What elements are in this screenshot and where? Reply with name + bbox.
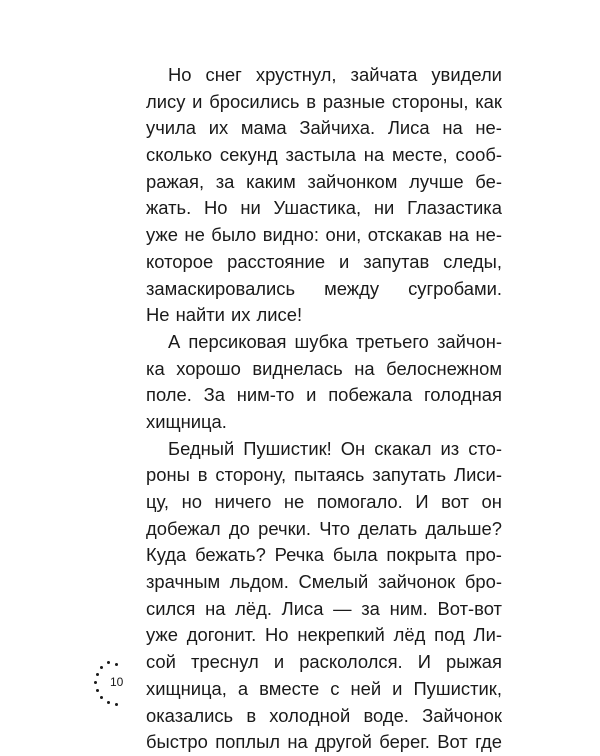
word: Ушастика,	[273, 197, 362, 219]
word: роны	[146, 464, 190, 486]
word: раскололся.	[299, 651, 403, 673]
paragraph-3	[146, 436, 502, 756]
text-line	[146, 89, 502, 116]
word: а	[237, 677, 249, 699]
text-line	[146, 169, 502, 196]
ornament-dot	[115, 703, 118, 706]
word: Ли-	[473, 624, 502, 646]
word: Не	[146, 304, 170, 326]
word: делать	[358, 517, 418, 539]
word: хищница.	[146, 410, 227, 432]
text-line	[146, 676, 502, 703]
word: замаскировались	[146, 277, 296, 299]
word: запутав	[363, 250, 430, 272]
word: лучше	[409, 170, 464, 192]
word: и	[306, 384, 317, 406]
word: хорошо	[176, 357, 241, 379]
word: быстро	[146, 731, 208, 753]
word: и	[192, 90, 203, 112]
word: но	[181, 491, 202, 512]
ornament-dot	[96, 689, 99, 692]
word: А	[168, 330, 181, 352]
word: где	[475, 731, 502, 753]
word: и	[273, 651, 285, 673]
text-line	[146, 115, 502, 142]
word: на	[354, 357, 375, 379]
word: и	[392, 677, 403, 699]
ornament-dot	[96, 673, 99, 676]
word: Зайчонок	[422, 704, 502, 726]
word: между	[324, 277, 380, 299]
text-line	[146, 142, 502, 169]
ornament-dot	[100, 666, 103, 669]
word: в	[246, 704, 257, 726]
word: лёд.	[235, 597, 272, 619]
word: воде.	[363, 704, 409, 726]
word: цу,	[146, 491, 169, 512]
word: Куда	[146, 544, 187, 566]
word: виднелась	[252, 357, 343, 379]
word: белоснежном	[386, 357, 502, 379]
word: найти	[175, 304, 225, 326]
word: застыла	[285, 144, 356, 166]
text-line	[146, 276, 502, 303]
word: в	[197, 464, 208, 486]
word: оказались	[146, 704, 234, 726]
word: Бедный	[168, 437, 235, 459]
word: за	[215, 170, 235, 192]
word: скакал	[374, 437, 432, 459]
word: до	[228, 517, 250, 539]
word: стороны,	[391, 90, 469, 112]
word: не	[283, 491, 305, 512]
word: И	[415, 491, 429, 512]
word: ка	[146, 357, 165, 379]
word: —	[333, 597, 352, 619]
word: сой	[146, 651, 176, 673]
word: Вот	[437, 731, 468, 753]
word: И	[417, 651, 431, 673]
word: было	[211, 224, 257, 246]
word: каким	[246, 170, 296, 192]
word: месте,	[392, 144, 448, 166]
ornament-dot	[107, 661, 110, 664]
word: Зайчиха.	[299, 117, 376, 139]
word: сторону,	[215, 464, 287, 486]
word: речки.	[258, 517, 311, 539]
paragraph-1	[146, 62, 502, 329]
text-line	[146, 409, 502, 436]
word: из	[440, 437, 460, 459]
word: ни	[373, 197, 395, 219]
word: зайчон-	[436, 330, 502, 352]
text-line	[146, 622, 502, 649]
word: в	[306, 90, 317, 112]
word: хрустнул,	[255, 64, 337, 85]
text-line	[146, 329, 502, 356]
word: которое	[146, 250, 214, 272]
word: Глазастика	[407, 197, 502, 219]
text-line	[146, 462, 502, 489]
text-line	[146, 249, 502, 276]
word: льдом.	[229, 571, 289, 593]
word: Вот-вот	[437, 597, 502, 619]
word: ней	[350, 677, 382, 699]
word: бросились	[209, 90, 300, 112]
ornament-dot	[107, 701, 110, 704]
word: с	[330, 677, 340, 699]
word: была	[332, 544, 378, 566]
word: ражая,	[146, 170, 205, 192]
word: они,	[325, 224, 362, 246]
ornament-dot	[94, 681, 97, 684]
word: Пушистик,	[413, 677, 502, 699]
word: третьего	[355, 330, 429, 352]
text-line	[146, 302, 502, 329]
word: вот	[441, 491, 469, 512]
word: он	[481, 491, 502, 512]
word: Что	[319, 517, 350, 539]
word: помогало.	[316, 491, 403, 512]
word: Но	[168, 64, 192, 85]
word: лёд	[393, 624, 426, 646]
word: секунд	[219, 144, 278, 166]
word: ним.	[389, 597, 428, 619]
word: зайчонок	[377, 571, 456, 593]
word: холодной	[269, 704, 351, 726]
word: отскакав	[367, 224, 443, 246]
word: зрачным	[146, 571, 221, 593]
text-line	[146, 649, 502, 676]
word: за	[361, 597, 380, 619]
word: их	[231, 304, 251, 326]
word: мама	[240, 117, 287, 139]
text-line	[146, 436, 502, 463]
text-line	[146, 489, 502, 516]
word: не-	[475, 117, 502, 139]
text-line	[146, 542, 502, 569]
word: Лиси-	[454, 464, 502, 486]
text-line	[146, 703, 502, 730]
word: поле.	[146, 384, 192, 406]
word: Лиса	[387, 117, 430, 139]
word: под	[434, 624, 465, 646]
word: на	[205, 597, 226, 619]
word: запутать	[372, 464, 447, 486]
word: сто-	[468, 437, 502, 459]
word: Пушистик!	[243, 437, 332, 459]
word: следы,	[443, 250, 502, 272]
word: персиковая	[188, 330, 287, 352]
word: берег.	[379, 731, 430, 753]
text-line	[146, 356, 502, 383]
word: Смелый	[298, 571, 369, 593]
text-line	[146, 382, 502, 409]
page-number: 10	[110, 675, 124, 689]
word: покрыта	[386, 544, 457, 566]
page-number-ornament	[92, 660, 132, 710]
word: увидели	[431, 64, 502, 85]
ornament-dot	[115, 663, 118, 666]
text-line	[146, 569, 502, 596]
text-line	[146, 596, 502, 623]
word: Лиса	[281, 597, 324, 619]
word: разные	[322, 90, 386, 112]
paragraph-2	[146, 329, 502, 436]
word: сооб-	[455, 144, 502, 166]
word: бежать?	[195, 544, 266, 566]
word: расстояние	[227, 250, 326, 272]
word: добежал	[146, 517, 221, 539]
word: снег	[205, 64, 242, 85]
word: не-	[475, 224, 502, 246]
word: сился	[146, 597, 196, 619]
word: на	[287, 731, 308, 753]
word: голодная	[424, 384, 502, 406]
word: про-	[465, 544, 502, 566]
word: на	[363, 144, 385, 166]
word: Он	[340, 437, 366, 459]
word: уже	[146, 624, 178, 646]
word: побежала	[328, 384, 413, 406]
word: на	[448, 224, 469, 246]
word: жать.	[146, 197, 192, 219]
word: и	[338, 250, 350, 272]
word: бро-	[464, 571, 502, 593]
word: сугробами.	[408, 277, 502, 299]
word: бе-	[475, 170, 502, 192]
text-line	[146, 222, 502, 249]
word: Но	[204, 197, 228, 219]
word: рыжая	[446, 651, 502, 673]
word: на	[442, 117, 463, 139]
word: как	[475, 90, 502, 112]
word: вместе	[259, 677, 320, 699]
text-line	[146, 62, 502, 89]
word: их	[208, 117, 229, 139]
word: дальше?	[425, 517, 502, 539]
word: догонит.	[186, 624, 257, 646]
word: зайчонком	[307, 170, 398, 192]
word: треснул	[190, 651, 259, 673]
word: ничего	[214, 491, 272, 512]
word: Но	[265, 624, 289, 646]
text-line	[146, 195, 502, 222]
word: сколько	[146, 144, 213, 166]
word: учила	[146, 117, 197, 139]
word: видно:	[262, 224, 319, 246]
word: поплыл	[215, 731, 281, 753]
word: шубка	[294, 330, 348, 352]
word: ни	[240, 197, 261, 219]
word: Речка	[274, 544, 325, 566]
text-line	[146, 516, 502, 543]
word: уже	[146, 224, 178, 246]
word: некрепкий	[297, 624, 385, 646]
ornament-dot	[100, 696, 103, 699]
word: лису	[146, 90, 186, 112]
word: зайчата	[350, 64, 418, 85]
word: За	[203, 384, 225, 406]
word: не	[184, 224, 205, 246]
word: хищница,	[146, 677, 227, 699]
word: другой	[315, 731, 372, 753]
word: лисе!	[256, 304, 303, 326]
story-text	[146, 62, 502, 756]
text-line	[146, 729, 502, 756]
word: пытаясь	[294, 464, 365, 486]
word: ним-то	[236, 384, 295, 406]
